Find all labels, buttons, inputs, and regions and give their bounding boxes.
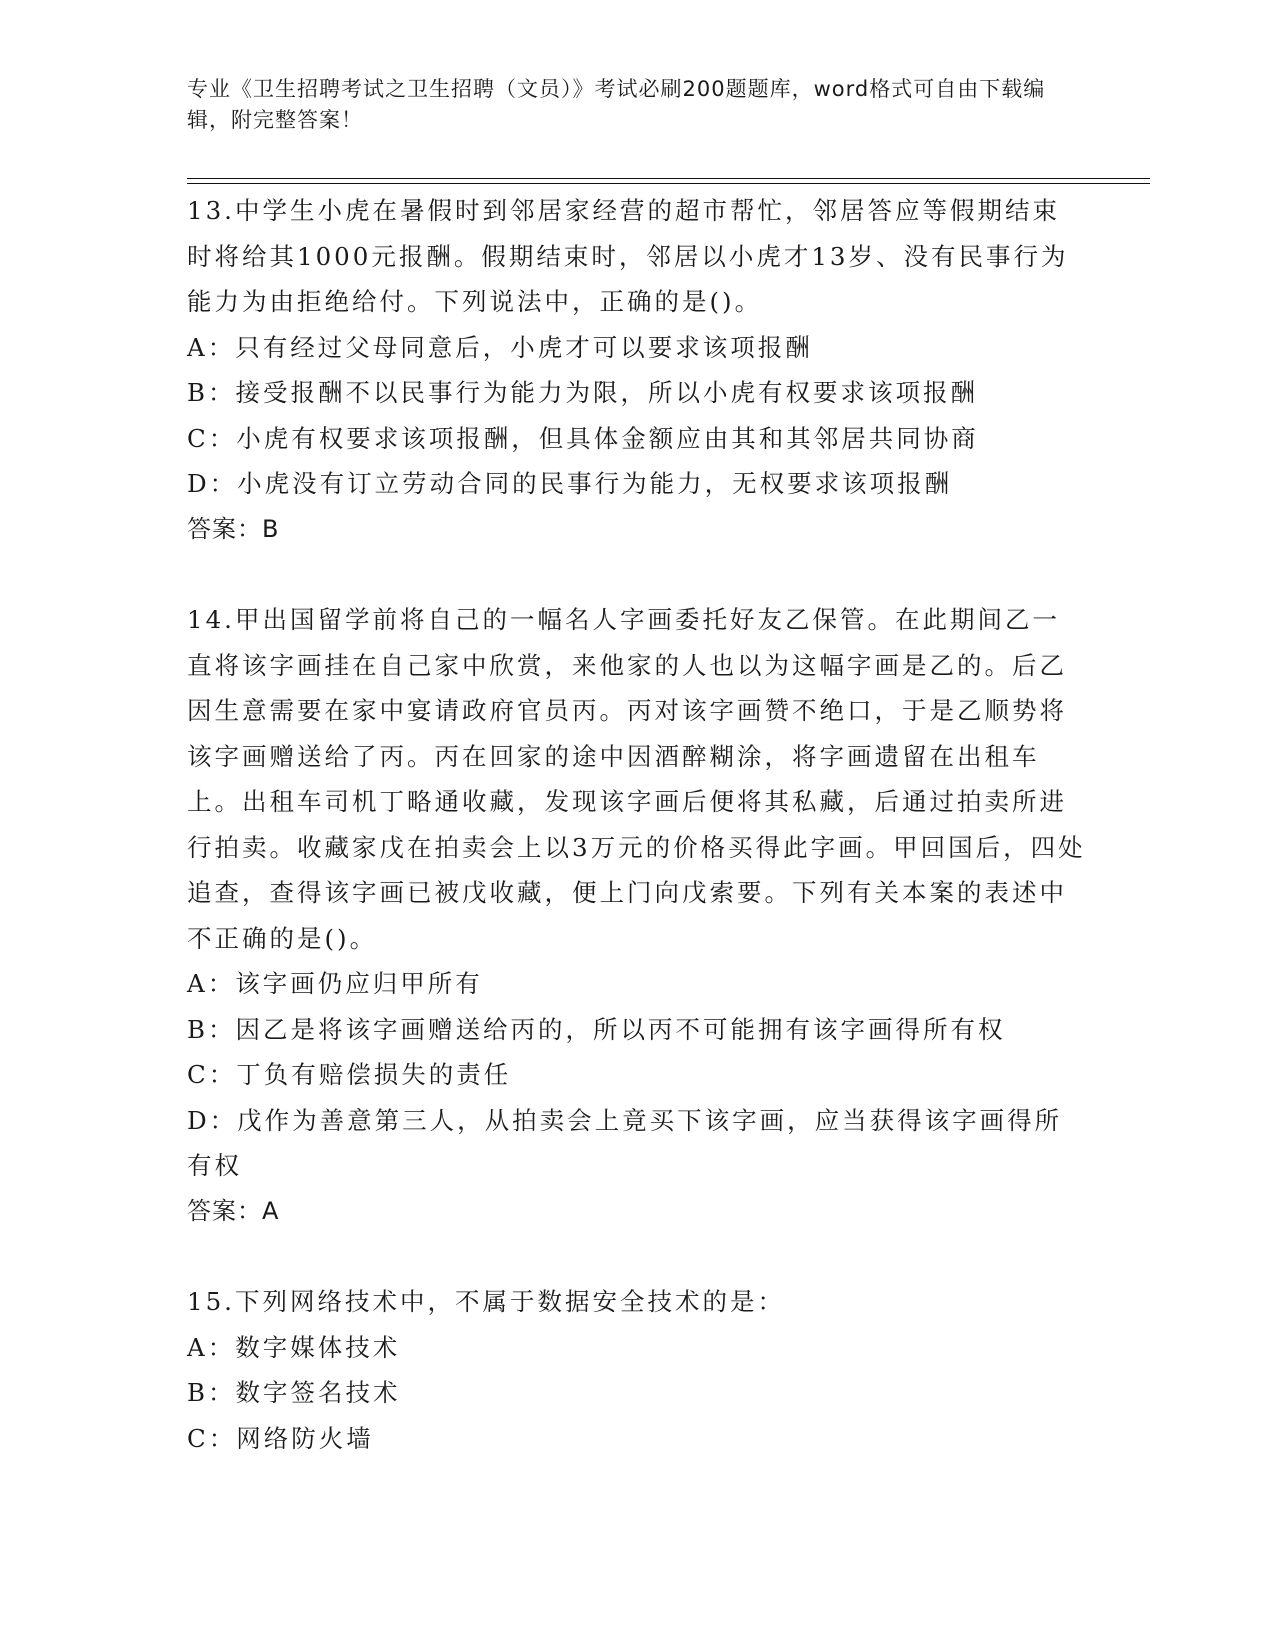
option-a: A：数字媒体技术 — [187, 1332, 401, 1362]
question-stem: 14.甲出国留学前将自己的一幅名人字画委托好友乙保管。在此期间乙一直将该字画挂在自己家中欣赏，来他家的人也以为这幅字画是乙的。后乙因生意需要在家中宴请政府官员丙。丙对该字画赞不绝口，于是乙顺势将该字画赠送给了丙。丙在回家的途中因酒醉糊涂，将字画遗留在出租车上。出租车司机丁略通收藏，发现该字画后便将其私藏，后通过拍卖所进行拍卖。收藏家戊在拍卖会上以3万元的价格买得此字画。甲回国后，四处追查，查得该字画已被戊收藏，便上门向戊索要。下列有关本案的表述中不正确的是()。 — [187, 605, 1086, 953]
question-list — [187, 188, 1087, 1461]
option-a: A：该字画仍应归甲所有 — [187, 969, 483, 998]
answer: 答案：B — [187, 514, 280, 543]
option-d: D：小虎没有订立劳动合同的民事行为能力，无权要求该项报酬 — [187, 469, 953, 498]
header-divider-bottom — [187, 183, 1150, 184]
question-stem: 15.下列网络技术中，不属于数据安全技术的是： — [187, 1287, 785, 1316]
question-15 — [187, 1279, 1087, 1461]
question-14 — [187, 597, 1087, 1234]
question-stem: 13.中学生小虎在暑假时到邻居家经营的超市帮忙，邻居答应等假期结束时将给其1000元报酬。假期结束时，邻居以小虎才13岁、没有民事行为能力为由拒绝给付。下列说法中，正确的是()。 — [187, 196, 1069, 316]
document-header: 专业《卫生招聘考试之卫生招聘（文员）》考试必刷200题题库，word格式可自由下载编辑，附完整答案！ — [187, 77, 1046, 132]
option-b: B：接受报酬不以民事行为能力为限，所以小虎有权要求该项报酬 — [187, 378, 979, 407]
header-divider-top — [187, 178, 1150, 179]
answer: 答案：A — [187, 1196, 280, 1225]
option-c: C：小虎有权要求该项报酬，但具体金额应由其和其邻居共同协商 — [187, 423, 979, 453]
option-d: D：戊作为善意第三人，从拍卖会上竟买下该字画，应当获得该字画得所有权 — [187, 1105, 1063, 1180]
option-a: A：只有经过父母同意后，小虎才可以要求该项报酬 — [187, 332, 813, 362]
option-c: C：网络防火墙 — [187, 1423, 374, 1453]
option-b: B：因乙是将该字画赠送给丙的，所以丙不可能拥有该字画得所有权 — [187, 1014, 1006, 1044]
option-c: C：丁负有赔偿损失的责任 — [187, 1060, 512, 1089]
question-13 — [187, 188, 1087, 552]
option-b: B：数字签名技术 — [187, 1378, 401, 1407]
